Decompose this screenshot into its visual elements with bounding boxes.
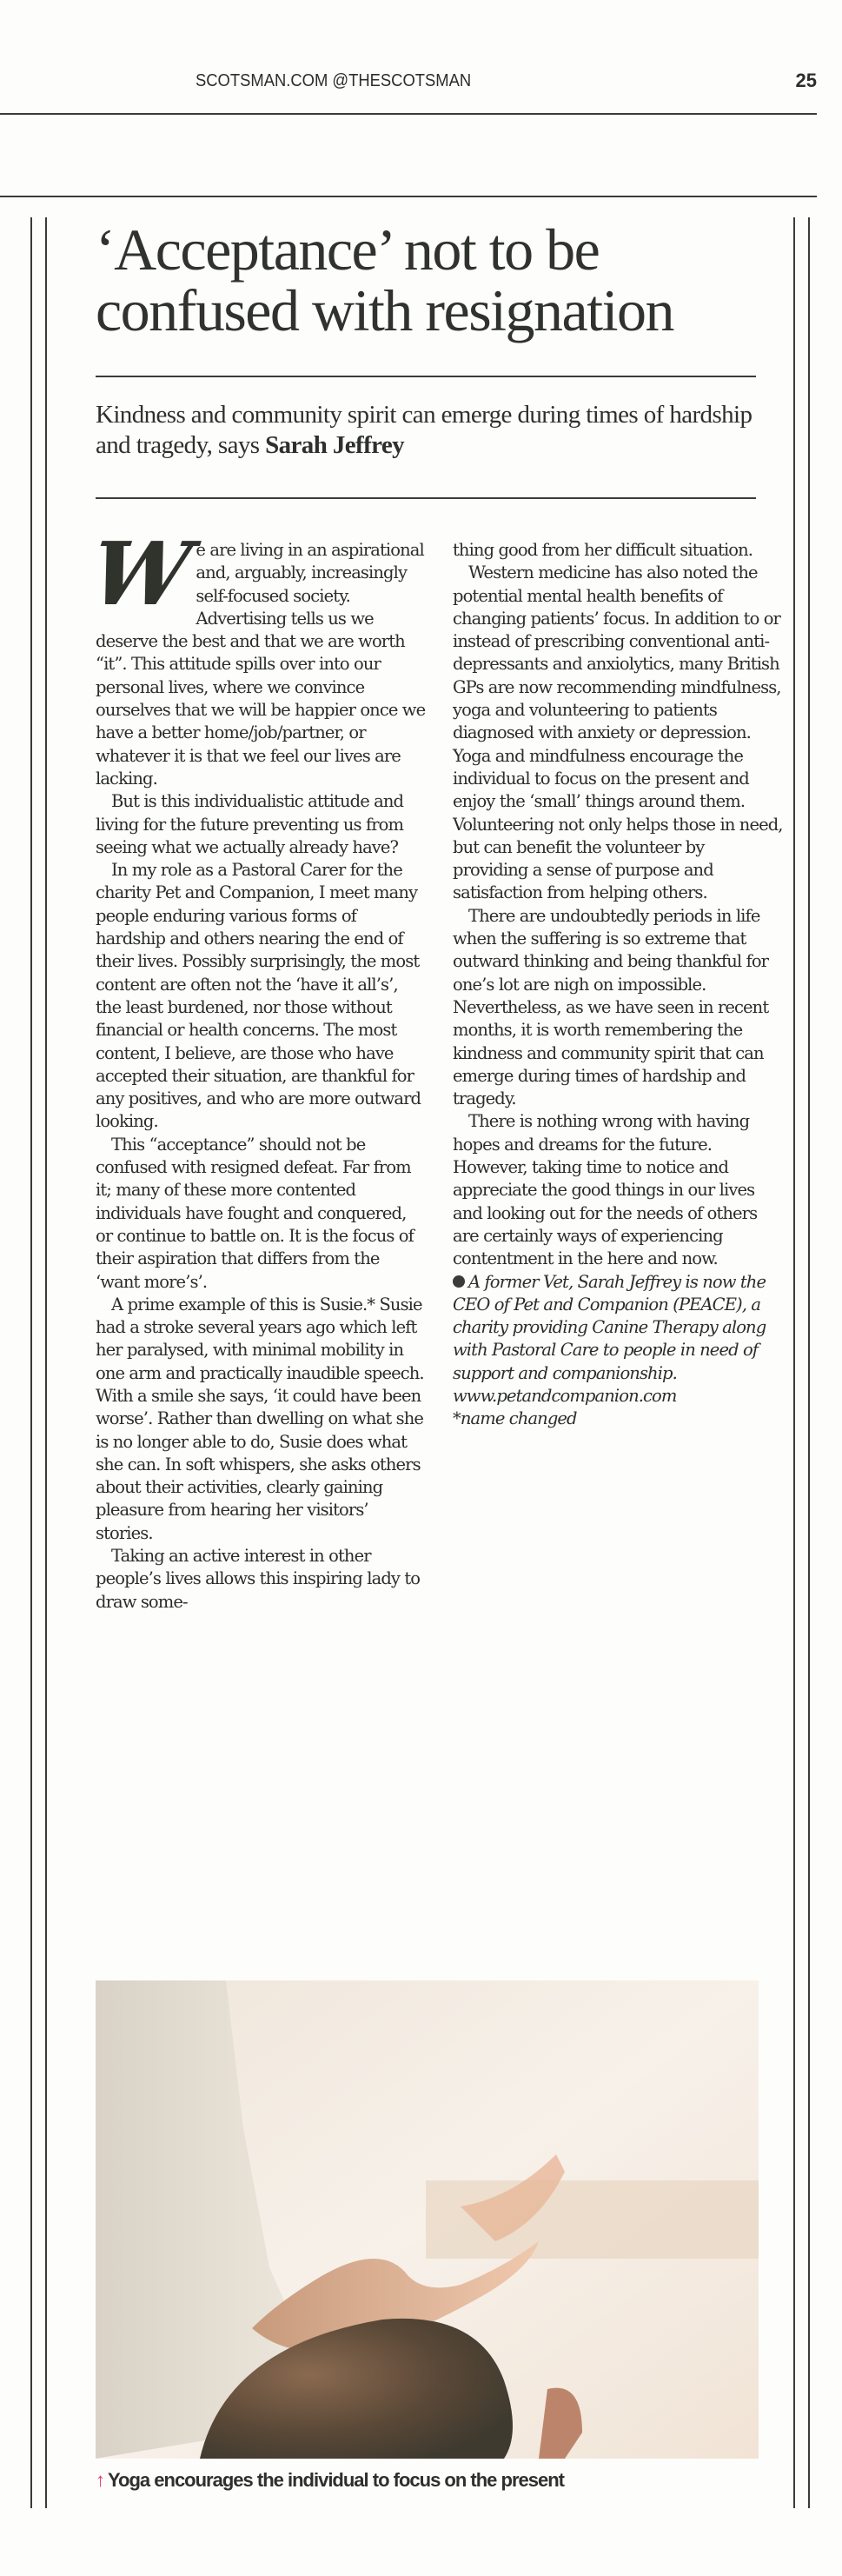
paragraph: In my role as a Pastoral Carer for the charity Pet and Companion, I meet many people enduring various forms of hardship and others nearing the end of their lives. Possibly surprisingly, the most content are often not the ‘have it all’s’, the least burdened, nor those without financial or health concerns. The most content, I believe, are those who have accepted their situation, are thankful for any positives, and who are more outward looking.	[96, 860, 421, 1132]
footnote: *name changed	[453, 1408, 577, 1429]
meditation-hands-image	[96, 1980, 759, 2459]
photo-caption	[96, 2469, 756, 2492]
standfirst-text: Kindness and community spirit can emerge during times of hardship and tragedy, says	[96, 401, 752, 459]
arrow-up-icon: ↑	[96, 2469, 104, 2491]
drop-cap: W	[84, 523, 196, 625]
paragraph: This “acceptance” should not be confused with resigned defeat. Far from it; many of these more contented individuals have fought and conquered, or continue to battle on. It is the focus of their aspiration that differs from the ‘want more’s’.	[96, 1134, 414, 1292]
article-column-2	[453, 539, 783, 1431]
author-bio	[453, 1271, 783, 1408]
paragraph: Western medicine has also noted the potential mental health benefits of changing patients’ focus. In addition to or instead of prescribing conventional anti-depressants and anxiolytics, many British GPs are now recommending mindfulness, yoga and volunteering to patients diagnosed with anxiety or depression. Yoga and mindfulness encourage the individual to focus on the present and enjoy the ‘small’ things around them. Volunteering not only helps those in need, but can benefit the volunteer by providing a sense of purpose and satisfaction from helping others.	[453, 562, 783, 903]
paragraph: We are living in an aspirational and, arguably, increasingly self-focused society. Advertising tells us we deserve the best and that we are worth “it”. This attitude spills over into our personal lives, where we convince ourselves that we will be happier once we have a better home/job/partner, or whatever it is that we feel our lives are lacking.	[84, 523, 426, 789]
header-rule	[0, 113, 817, 115]
paragraph: Taking an active interest in other people’s lives allows this inspiring lady to draw some-	[96, 1546, 421, 1612]
standfirst	[96, 400, 756, 461]
box-border-right-inner	[793, 217, 795, 2508]
site-handle: SCOTSMAN.COM @THESCOTSMAN	[196, 71, 472, 90]
header-rule-secondary	[0, 196, 817, 197]
bullet-icon	[453, 1275, 465, 1288]
caption-text: Yoga encourages the individual to focus on the present	[108, 2469, 565, 2491]
paragraph: But is this individualistic attitude and living for the future preventing us from seeing what we actually already have?	[96, 791, 404, 857]
paragraph: A prime example of this is Susie.* Susie had a stroke several years ago which left her paralysed, with minimal mobility in one arm and practically inaudible speech. With a smile she says, ‘it could have been worse’. Rather than dwelling on what she is no longer able to do, Susie does what she can. In soft whispers, she asks others about their activities, clearly gaining pleasure from hearing her visitors’ stories.	[96, 1294, 424, 1543]
article-photo	[96, 1980, 759, 2459]
paragraph: thing good from her difficult situation.	[453, 540, 753, 560]
masthead	[0, 68, 817, 103]
paragraph: There are undoubtedly periods in life when the suffering is so extreme that outward thinking and being thankful for one’s lot are nigh on impossible. Nevertheless, as we have seen in recent months, it is worth remembering the kindness and community spirit that can emerge during times of hardship and tragedy.	[453, 905, 769, 1109]
article-column-1	[84, 523, 426, 1614]
box-border-left-outer	[30, 217, 32, 2508]
bio-text: A former Vet, Sarah Jeffrey is now the CEO of Pet and Companion (PEACE), a charity providing Canine Therapy along with Pastoral Care to people in need of support and companionship. www.petandcompanion.com	[453, 1271, 766, 1406]
box-border-right-outer	[808, 217, 810, 2508]
box-border-left-inner	[45, 217, 47, 2508]
headline-divider	[96, 376, 756, 377]
standfirst-divider	[96, 497, 756, 499]
paragraph: There is nothing wrong with having hopes and dreams for the future. However, taking time to notice and appreciate the good things in our lives and looking out for the needs of others are certainly ways of experiencing contentment in the here and now.	[453, 1111, 758, 1269]
headline: ‘Acceptance’ not to be confused with resignation	[96, 216, 674, 343]
page-number: 25	[795, 70, 817, 91]
author-name: Sarah Jeffrey	[265, 431, 405, 459]
